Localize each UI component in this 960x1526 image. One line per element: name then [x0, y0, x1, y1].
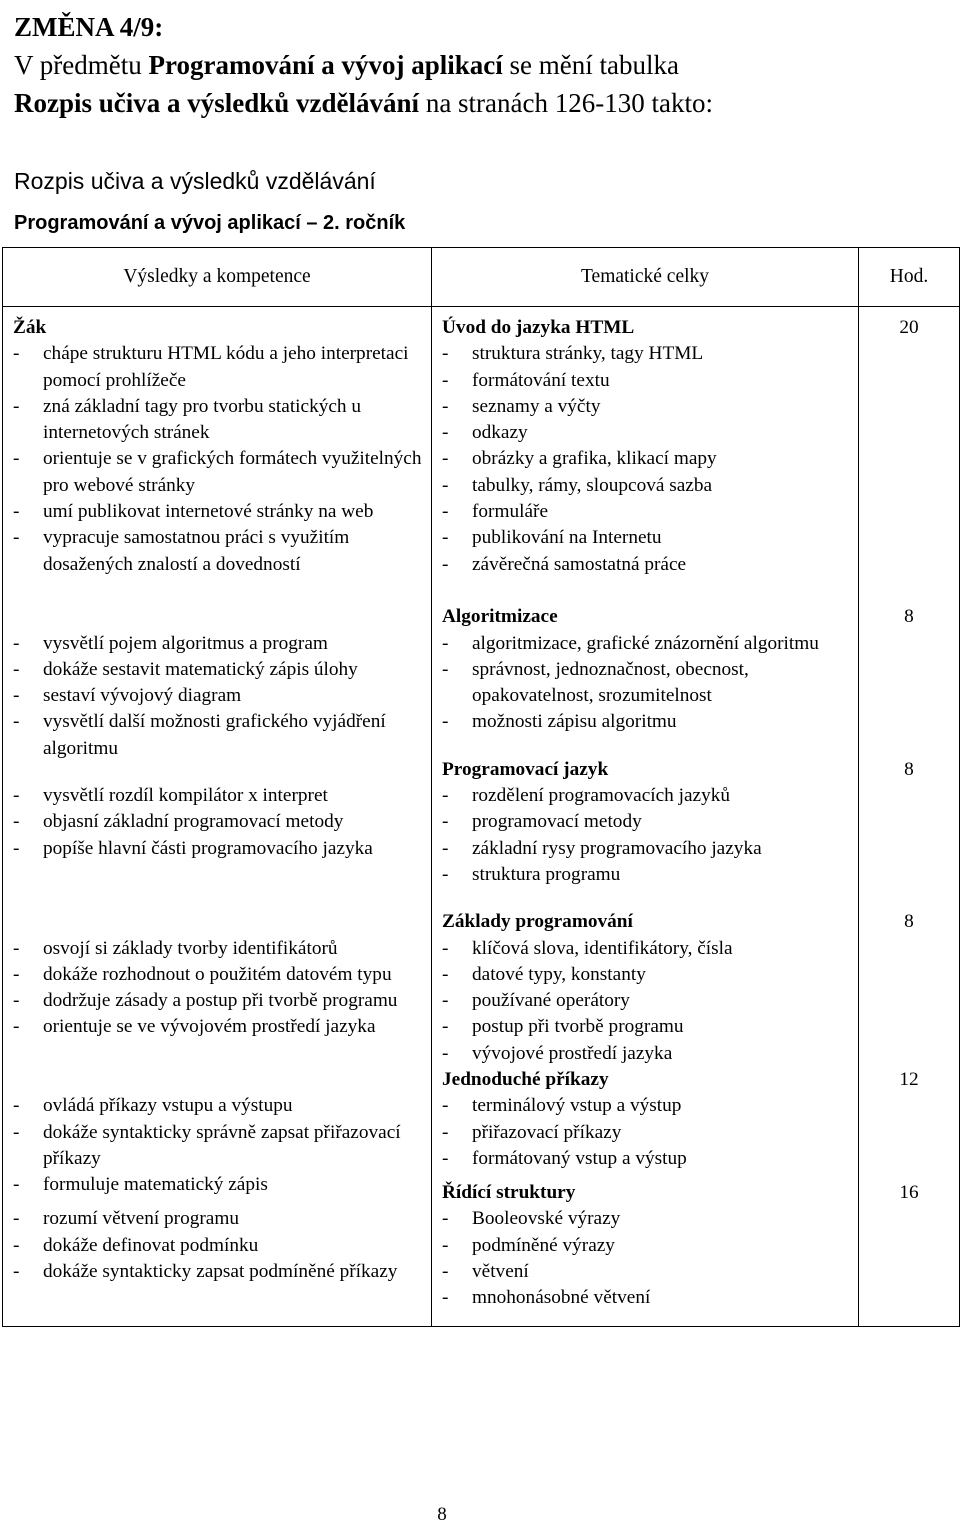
topic-item [442, 809, 854, 835]
topic-item [442, 962, 854, 988]
topic-text: struktura stránky, tagy HTML [472, 343, 704, 365]
topic-list [442, 783, 854, 888]
dash-bullet: - [442, 1042, 449, 1064]
topic-text: závěrečná samostatná práce [472, 553, 687, 575]
topic-group [442, 315, 854, 578]
section-subtitle: Programování a vývoj aplikací – 2. ročník [14, 212, 406, 234]
topic-item [442, 836, 854, 862]
page-number: 8 [437, 1504, 447, 1525]
outcome-item [13, 1259, 427, 1285]
dash-bullet: - [442, 1234, 449, 1256]
outcome-list [13, 341, 427, 578]
dash-bullet: - [442, 837, 449, 859]
topic-item [442, 631, 854, 657]
topic-item [442, 525, 854, 551]
dash-bullet: - [13, 837, 20, 859]
outcome-text: orientuje se ve vývojovém prostředí jazyka [43, 1016, 376, 1038]
table-name: Rozpis učiva a výsledků vzdělávání [14, 88, 420, 118]
topic-item [442, 783, 854, 809]
topic-text: formátovaný vstup a výstup [472, 1147, 687, 1169]
dash-bullet: - [13, 1121, 20, 1143]
dash-bullet: - [13, 1016, 20, 1038]
topic-title: Programovací jazyk [442, 758, 609, 780]
hours-value: 16 [899, 1182, 919, 1204]
outcome-text: sestaví vývojový diagram [43, 685, 242, 707]
dash-bullet: - [13, 658, 20, 680]
dash-bullet: - [13, 685, 20, 707]
dash-bullet: - [442, 1016, 449, 1038]
topic-item [442, 368, 854, 394]
outcome-text: rozumí větvení programu [43, 1208, 239, 1230]
dash-bullet: - [442, 632, 449, 654]
dash-bullet: - [442, 963, 449, 985]
outcome-text: formuluje matematický zápis [43, 1174, 268, 1196]
topic-item [442, 1014, 854, 1040]
topic-list [442, 631, 854, 736]
outcome-text: zná základní tagy pro tvorbu statických u internetových stránek [43, 395, 362, 444]
outcome-text: objasní základní programovací metody [43, 811, 344, 833]
outcome-item [13, 1233, 427, 1259]
outcome-item [13, 499, 427, 525]
topic-text: datové typy, konstanty [472, 963, 646, 985]
outcome-item [13, 631, 427, 657]
dash-bullet: - [442, 937, 449, 959]
outcome-item [13, 836, 427, 862]
dash-bullet: - [13, 395, 20, 417]
dash-bullet: - [442, 395, 449, 417]
table-row [3, 307, 960, 1327]
dash-bullet: - [13, 448, 20, 470]
topic-item [442, 1146, 854, 1172]
outcome-text: vypracuje samostatnou práci s využitím dosažených znalostí a dovedností [43, 527, 350, 575]
topic-item [442, 988, 854, 1014]
topic-item [442, 499, 854, 525]
outcome-text: dodržuje zásady a postup při tvorbě programu [43, 990, 398, 1012]
change-line-2 [14, 46, 944, 84]
topic-item [442, 420, 854, 446]
outcome-text: dokáže syntakticky zapsat podmíněné příkazy [43, 1261, 398, 1283]
dash-bullet: - [442, 1095, 449, 1117]
line3-suffix: na stranách 126-130 takto: [419, 88, 713, 118]
topic-item [442, 552, 854, 578]
topic-title: Řídící struktury [442, 1182, 576, 1204]
outcome-item [13, 936, 427, 962]
dash-bullet: - [442, 658, 449, 680]
topic-text: terminálový vstup a výstup [472, 1095, 682, 1117]
subject-name: Programování a vývoj aplikací [148, 50, 503, 80]
topic-item [442, 1285, 854, 1311]
topic-item [442, 446, 854, 472]
change-heading [14, 8, 944, 122]
dash-bullet: - [442, 501, 449, 523]
outcome-text: vysvětlí pojem algoritmus a program [43, 632, 328, 654]
dash-bullet: - [13, 632, 20, 654]
outcome-text: orientuje se v grafických formátech využitelných pro webové stránky [43, 448, 422, 496]
dash-bullet: - [442, 422, 449, 444]
hours-value: 12 [899, 1069, 919, 1091]
outcome-item [13, 1093, 427, 1119]
outcome-item [13, 341, 427, 394]
outcome-text: dokáže sestavit matematický zápis úlohy [43, 658, 358, 680]
outcome-text: popíše hlavní části programovacího jazyka [43, 837, 373, 859]
topic-item [442, 1093, 854, 1119]
hours-value: 8 [904, 606, 914, 628]
hours-value: 8 [904, 758, 914, 780]
header-topics: Tematické celky [432, 248, 859, 307]
topic-text: formuláře [472, 501, 549, 523]
table-body [3, 307, 960, 1327]
topic-text: základní rysy programovacího jazyka [472, 837, 762, 859]
outcome-group [13, 1093, 427, 1198]
dash-bullet: - [442, 1287, 449, 1309]
dash-bullet: - [442, 474, 449, 496]
outcome-group [13, 631, 427, 762]
outcome-text: dokáže syntakticky správně zapsat přiřazovací příkazy [43, 1121, 401, 1169]
topic-text: přiřazovací příkazy [472, 1121, 622, 1143]
outcome-item [13, 709, 427, 762]
dash-bullet: - [13, 1095, 20, 1117]
topic-item [442, 936, 854, 962]
topic-text: rozdělení programovacích jazyků [472, 785, 731, 807]
outcome-groups [13, 341, 427, 1285]
student-label: Žák [13, 317, 47, 338]
dash-bullet: - [13, 343, 20, 365]
topic-text: formátování textu [472, 369, 610, 391]
outcome-item [13, 1120, 427, 1173]
outcome-item [13, 988, 427, 1014]
outcome-text: chápe strukturu HTML kódu a jeho interpretaci pomocí prohlížeče [43, 343, 409, 391]
topic-text: klíčová slova, identifikátory, čísla [472, 937, 733, 959]
dash-bullet: - [442, 1208, 449, 1230]
topic-text: odkazy [472, 422, 528, 444]
topic-text: větvení [472, 1261, 529, 1283]
outcome-text: ovládá příkazy vstupu a výstupu [43, 1095, 293, 1117]
topic-text: postup při tvorbě programu [472, 1016, 684, 1038]
topic-item [442, 1041, 854, 1067]
dash-bullet: - [13, 937, 20, 959]
syllabus-table [2, 247, 960, 1327]
table-header-row [3, 248, 960, 307]
outcome-text: vysvětlí rozdíl kompilátor x interpret [43, 785, 328, 807]
outcome-item [13, 809, 427, 835]
topic-list [442, 341, 854, 578]
section-title: Rozpis učiva a výsledků vzdělávání [14, 168, 376, 194]
topic-title: Algoritmizace [442, 606, 558, 628]
outcome-item [13, 1014, 427, 1040]
topic-item [442, 1233, 854, 1259]
topic-text: obrázky a grafika, klikací mapy [472, 448, 717, 470]
topic-group [442, 604, 854, 735]
dash-bullet: - [442, 1121, 449, 1143]
topic-title: Úvod do jazyka HTML [442, 317, 635, 338]
dash-bullet: - [13, 711, 20, 733]
topic-item [442, 1206, 854, 1232]
dash-bullet: - [442, 711, 449, 733]
dash-bullet: - [442, 863, 449, 885]
topic-text: tabulky, rámy, sloupcová sazba [472, 474, 713, 496]
topic-groups [442, 315, 854, 1312]
topic-item [442, 657, 854, 710]
topic-group [442, 1067, 854, 1172]
dash-bullet: - [442, 990, 449, 1012]
change-line-3 [14, 84, 944, 122]
dash-bullet: - [13, 785, 20, 807]
topic-text: struktura programu [472, 863, 621, 885]
outcome-group [13, 936, 427, 1041]
dash-bullet: - [442, 1261, 449, 1283]
outcome-group [13, 783, 427, 862]
hours-value: 20 [899, 317, 919, 338]
hours-value: 8 [904, 911, 914, 933]
outcome-item [13, 657, 427, 683]
dash-bullet: - [442, 1147, 449, 1169]
dash-bullet: - [442, 343, 449, 365]
dash-bullet: - [442, 553, 449, 575]
topic-text: mnohonásobné větvení [472, 1287, 651, 1309]
topic-list [442, 936, 854, 1067]
line2-suffix: se mění tabulka [502, 50, 679, 80]
dash-bullet: - [13, 501, 20, 523]
dash-bullet: - [13, 963, 20, 985]
topic-item [442, 862, 854, 888]
hours-cell [859, 307, 960, 1327]
topic-title: Jednoduché příkazy [442, 1069, 609, 1091]
topic-group [442, 909, 854, 1067]
topic-text: seznamy a výčty [472, 395, 601, 417]
topic-text: programovací metody [472, 811, 642, 833]
outcome-group [13, 341, 427, 578]
outcome-text: umí publikovat internetové stránky na web [43, 501, 374, 523]
dash-bullet: - [442, 811, 449, 833]
topic-list [442, 1093, 854, 1172]
outcome-item [13, 962, 427, 988]
outcomes-cell [3, 307, 432, 1327]
topic-item [442, 709, 854, 735]
topic-item [442, 341, 854, 367]
outcome-list [13, 936, 427, 1041]
topic-title: Základy programování [442, 911, 633, 933]
dash-bullet: - [442, 785, 449, 807]
line2-prefix: V předmětu [14, 50, 149, 80]
header-hours: Hod. [859, 248, 960, 307]
outcome-item [13, 1206, 427, 1232]
topic-text: vývojové prostředí jazyka [472, 1042, 673, 1064]
topic-text: algoritmizace, grafické znázornění algoritmu [472, 632, 819, 654]
topic-text: správnost, jednoznačnost, obecnost, opakovatelnost, srozumitelnost [472, 658, 749, 707]
outcome-item [13, 683, 427, 709]
outcome-list [13, 783, 427, 862]
outcome-group [13, 1206, 427, 1285]
topic-text: používané operátory [472, 990, 630, 1012]
outcome-item [13, 783, 427, 809]
topic-item [442, 394, 854, 420]
dash-bullet: - [13, 1261, 20, 1283]
dash-bullet: - [13, 990, 20, 1012]
outcome-text: vysvětlí další možnosti grafického vyjádření algoritmu [43, 711, 386, 759]
topic-group [442, 757, 854, 888]
dash-bullet: - [13, 1174, 20, 1196]
topic-list [442, 1206, 854, 1311]
outcome-item [13, 1172, 427, 1198]
dash-bullet: - [13, 1208, 20, 1230]
outcome-list [13, 1093, 427, 1198]
topic-text: možnosti zápisu algoritmu [472, 711, 677, 733]
outcome-list [13, 631, 427, 762]
outcome-item [13, 394, 427, 447]
topics-cell [432, 307, 859, 1327]
dash-bullet: - [13, 527, 20, 549]
change-number: ZMĚNA 4/9: [14, 12, 164, 42]
topic-item [442, 1120, 854, 1146]
topic-item [442, 1259, 854, 1285]
outcome-text: dokáže definovat podmínku [43, 1234, 259, 1256]
dash-bullet: - [442, 369, 449, 391]
topic-item [442, 473, 854, 499]
outcome-item [13, 525, 427, 578]
outcome-text: osvojí si základy tvorby identifikátorů [43, 937, 338, 959]
dash-bullet: - [442, 527, 449, 549]
header-outcomes: Výsledky a kompetence [3, 248, 432, 307]
outcome-item [13, 446, 427, 499]
dash-bullet: - [13, 811, 20, 833]
hour-groups [859, 315, 959, 1206]
topic-text: publikování na Internetu [472, 527, 662, 549]
topic-text: Booleovské výrazy [472, 1208, 621, 1230]
dash-bullet: - [442, 448, 449, 470]
outcome-text: dokáže rozhodnout o použitém datovém typu [43, 963, 392, 985]
topic-group [442, 1180, 854, 1311]
outcome-list [13, 1206, 427, 1285]
dash-bullet: - [13, 1234, 20, 1256]
topic-text: podmíněné výrazy [472, 1234, 615, 1256]
